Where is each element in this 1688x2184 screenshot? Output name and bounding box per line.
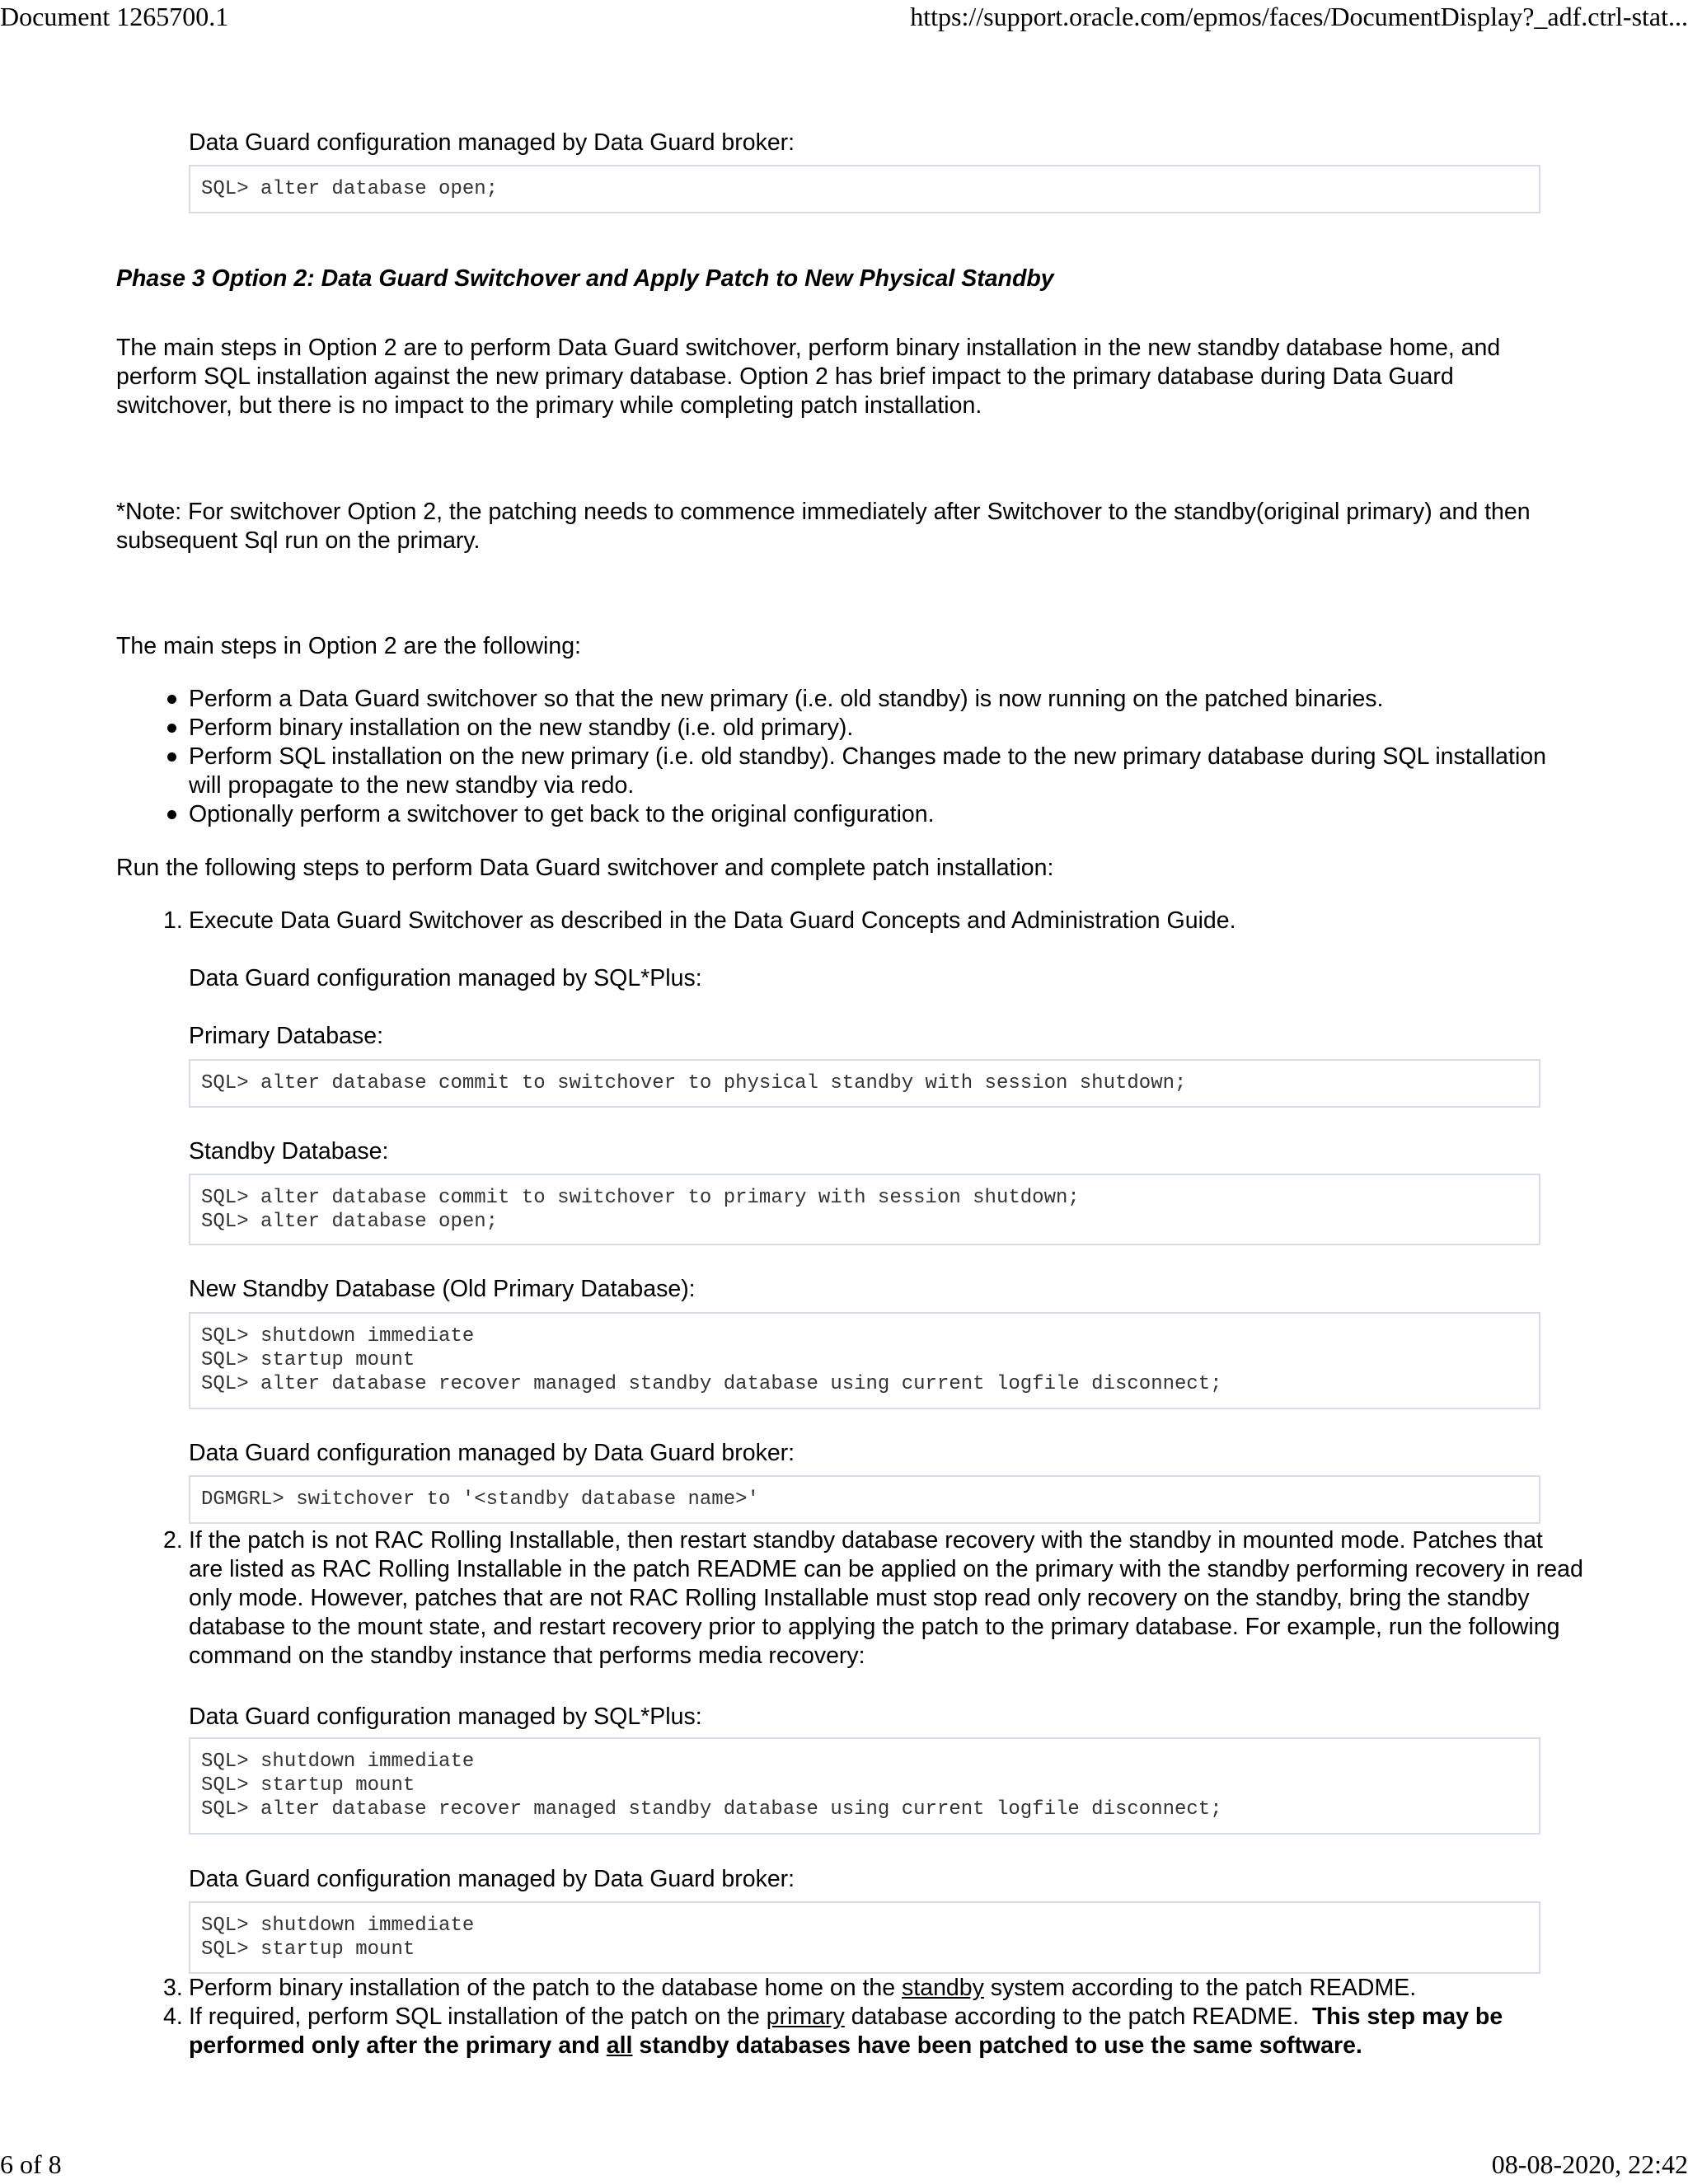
text-line: perform SQL installation against the new primary database. Option 2 has brief impact to the primary database during Data Guard [116, 363, 1454, 390]
page-number: 6 of 8 [0, 2149, 62, 2179]
code-line: SQL> alter database recover managed standby database using current logfile disconnect; [201, 1373, 1222, 1395]
code-line: DGMGRL> switchover to '<standby database name>' [201, 1488, 759, 1511]
code-line: SQL> shutdown immediate [201, 1750, 475, 1773]
bold-text: This step may be [1311, 2004, 1503, 2030]
text-line: are listed as RAC Rolling Installable in the patch README can be applied on the primary with the standby performing recovery in read [189, 1556, 1583, 1582]
text-line: Perform a Data Guard switchover so that the new primary (i.e. old standby) is now running on the patched binaries. [189, 686, 1384, 712]
standby-label: Standby Database: [189, 1138, 389, 1165]
bold-text: performed only after the primary and [189, 2032, 607, 2059]
primary-label: Primary Database: [189, 1023, 384, 1049]
code-line: SQL> shutdown immediate [201, 1915, 475, 1937]
text-line: If the patch is not RAC Rolling Installable, then restart standby database recovery with the standby in mounted mode. Patches that [189, 1527, 1543, 1554]
code-block-broker-switchover [189, 1475, 1540, 1524]
code-block-primary [189, 1059, 1540, 1108]
text-line: only mode. However, patches that are not RAC Rolling Installable must stop read only recovery on the standby, bring the standby [189, 1585, 1530, 1611]
bold-underlined-text: all [606, 2032, 633, 2059]
sqlplus-label: Data Guard configuration managed by SQL*Plus: [189, 1704, 702, 1730]
sqlplus-label: Data Guard configuration managed by SQL*Plus: [189, 965, 702, 991]
bullet-item [189, 714, 1590, 743]
text-line: Perform binary installation on the new standby (i.e. old primary). [189, 715, 854, 741]
text-run: system according to the patch README. [983, 1975, 1417, 2001]
text-line: subsequent Sql run on the primary. [116, 527, 481, 554]
step-number: 2. [163, 1527, 183, 1554]
text-line: *Note: For switchover Option 2, the patching needs to commence immediately after Switchover to the standby(original primary) and then [116, 499, 1531, 525]
text-line: Optionally perform a switchover to get back to the original configuration. [189, 801, 935, 827]
code-line: SQL> alter database recover managed standby database using current logfile disconnect; [201, 1798, 1222, 1821]
step-number: 1. [163, 907, 183, 934]
bullet-item [189, 743, 1590, 800]
broker-label: Data Guard configuration managed by Data Guard broker: [189, 1866, 795, 1892]
broker-label: Data Guard configuration managed by Data Guard broker: [189, 1440, 795, 1466]
underlined-text: standby [902, 1975, 984, 2001]
step4-text [189, 2003, 1590, 2060]
broker-label: Data Guard configuration managed by Data Guard broker: [189, 129, 795, 156]
underlined-text: primary [766, 2004, 845, 2030]
step3-text [189, 1974, 1590, 2003]
main-steps-heading: The main steps in Option 2 are the following: [116, 633, 581, 659]
text-line: switchover, but there is no impact to the primary while completing patch installation. [116, 392, 982, 419]
code-block-sqlplus-recover [189, 1737, 1540, 1835]
step-number: 3. [163, 1975, 183, 2001]
text-run: If required, perform SQL installation of the patch on the [189, 2004, 767, 2030]
note-paragraph [116, 498, 1583, 555]
document-title: Document 1265700.1 [0, 2, 229, 31]
bold-text: standby databases have been patched to use the same software. [632, 2032, 1362, 2059]
text-line: The main steps in Option 2 are to perform Data Guard switchover, perform binary installation in the new standby database home, and [116, 335, 1501, 361]
text-line: database to the mount state, and restart recovery prior to applying the patch to the primary database. For example, run the following [189, 1614, 1560, 1640]
step1-text: Execute Data Guard Switchover as described in the Data Guard Concepts and Administration Guide. [189, 907, 1236, 934]
code-line: SQL> startup mount [201, 1349, 415, 1371]
code-block-standby [189, 1174, 1540, 1245]
step2-text [189, 1526, 1590, 1671]
code-line: SQL> alter database commit to switchover to primary with session shutdown; [201, 1187, 1080, 1209]
code-line: SQL> alter database open; [201, 1211, 499, 1233]
text-line: Perform SQL installation on the new primary (i.e. old standby). Changes made to the new primary database during SQL installation [189, 743, 1546, 770]
intro-paragraph [116, 334, 1583, 420]
text-run: database according to the patch README. [844, 2004, 1312, 2030]
new-standby-label: New Standby Database (Old Primary Database): [189, 1276, 696, 1302]
print-datetime: 08-08-2020, 22:42 [1491, 2149, 1688, 2179]
code-line: SQL> alter database open; [201, 178, 499, 200]
code-line: SQL> startup mount [201, 1774, 415, 1797]
text-line: command on the standby instance that performs media recovery: [189, 1643, 865, 1669]
page-url: https://support.oracle.com/epmos/faces/DocumentDisplay?_adf.ctrl-stat... [910, 2, 1688, 31]
code-line: SQL> alter database commit to switchover to physical standby with session shutdown; [201, 1072, 1187, 1094]
code-line: SQL> shutdown immediate [201, 1325, 475, 1347]
bullet-item [189, 800, 1590, 829]
text-run: Perform binary installation of the patch to the database home on the [189, 1975, 903, 2001]
bullet-item [189, 685, 1590, 714]
code-block-new-standby [189, 1312, 1540, 1409]
section-heading: Phase 3 Option 2: Data Guard Switchover and Apply Patch to New Physical Standby [116, 265, 1054, 292]
code-line: SQL> startup mount [201, 1938, 415, 1961]
run-steps-heading: Run the following steps to perform Data Guard switchover and complete patch installation: [116, 855, 1054, 881]
step-number: 4. [163, 2004, 183, 2030]
code-block-broker-mount [189, 1901, 1540, 1974]
text-line: will propagate to the new standby via redo. [189, 772, 635, 799]
code-block-alter-open [189, 165, 1540, 213]
